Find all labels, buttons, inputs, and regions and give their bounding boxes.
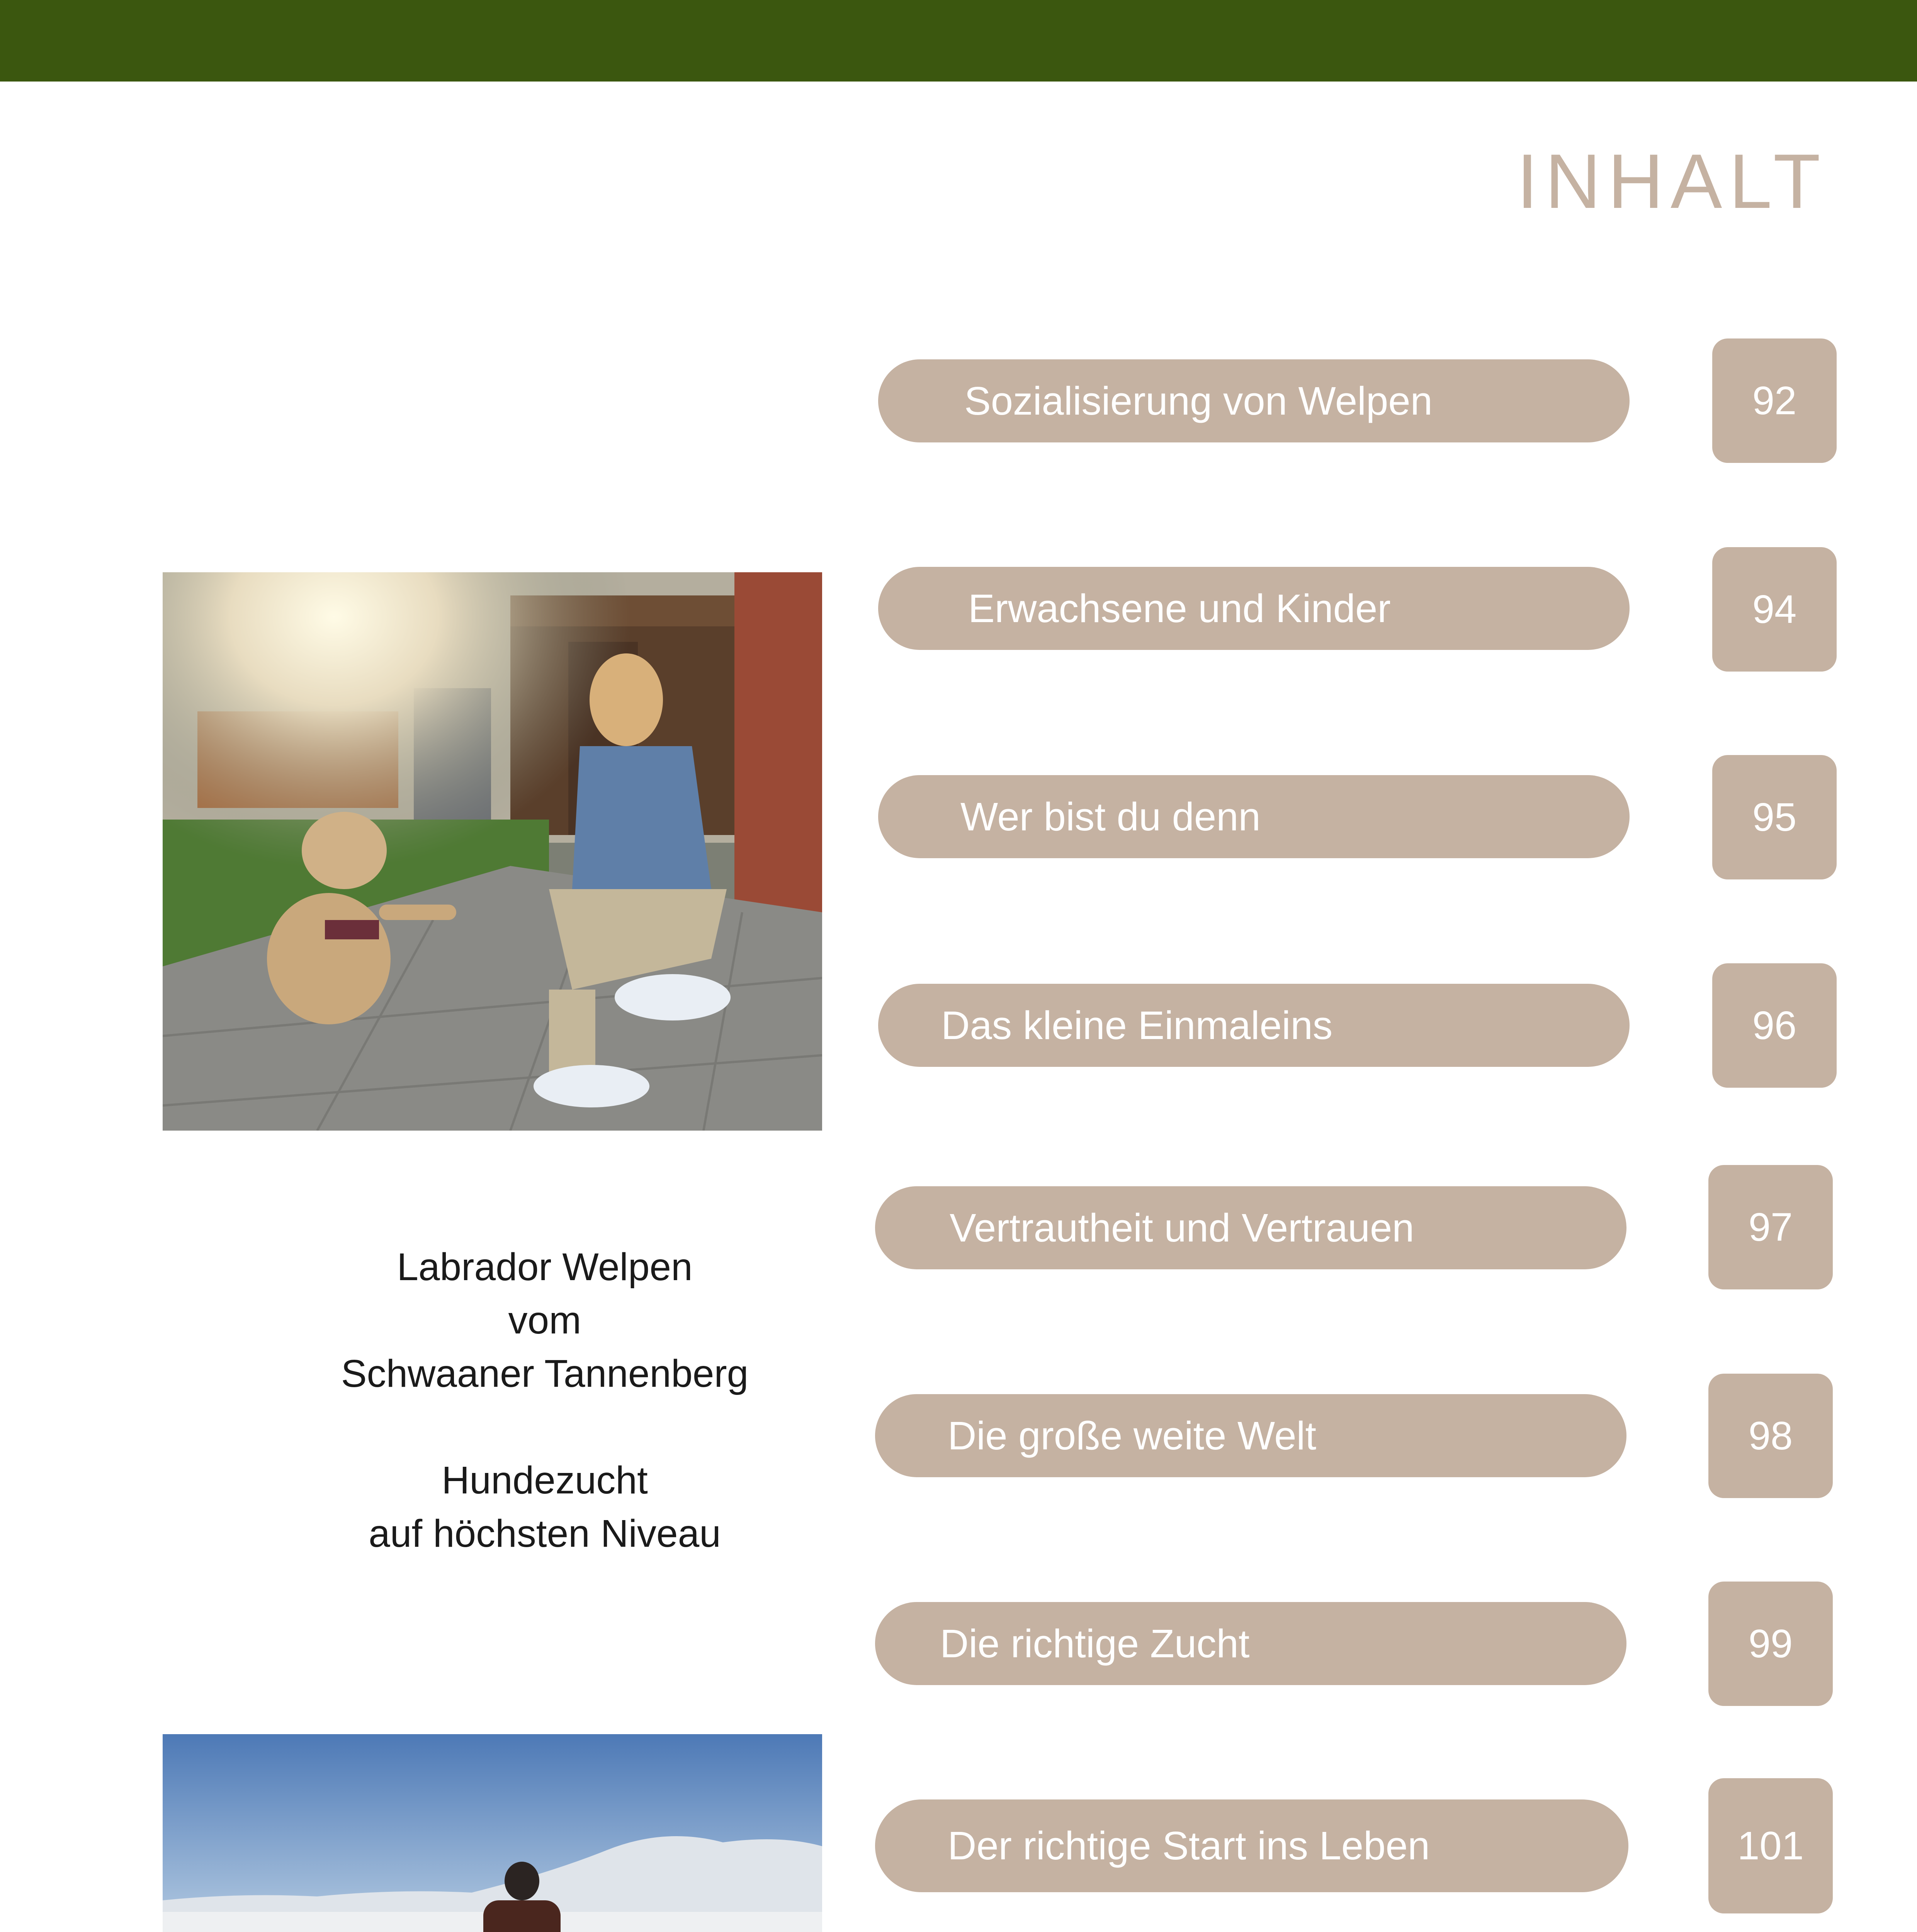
photo-woman-with-puppy [163, 572, 822, 1131]
toc-page-number[interactable]: 95 [1712, 755, 1837, 879]
caption-line: Hundezucht [442, 1459, 648, 1502]
toc-entry[interactable]: Sozialisierung von Welpen [878, 359, 1630, 442]
photo-winter-walk-with-dogs [163, 1734, 822, 1932]
caption-line: vom [508, 1299, 581, 1342]
toc-page-number[interactable]: 101 [1708, 1778, 1833, 1913]
toc-entry[interactable]: Die große weite Welt [875, 1394, 1626, 1477]
toc-entry[interactable]: Vertrautheit und Vertrauen [875, 1186, 1626, 1269]
toc-entry[interactable]: Der richtige Start ins Leben [875, 1799, 1628, 1892]
top-color-bar [0, 0, 1917, 82]
toc-page-number[interactable]: 98 [1708, 1374, 1833, 1498]
toc-page-number[interactable]: 99 [1708, 1582, 1833, 1706]
toc-entry[interactable]: Die richtige Zucht [875, 1602, 1626, 1685]
caption-block [317, 1240, 773, 1560]
toc-page-number[interactable]: 97 [1708, 1165, 1833, 1289]
toc-entry[interactable]: Das kleine Einmaleins [878, 984, 1630, 1067]
toc-page-number[interactable]: 94 [1712, 547, 1837, 672]
toc-page-number[interactable]: 96 [1712, 963, 1837, 1088]
caption-line: Labrador Welpen [397, 1245, 693, 1289]
caption-line: Schwaaner Tannenberg [341, 1352, 749, 1395]
caption-line: auf höchsten Niveau [369, 1512, 721, 1555]
toc-entry[interactable]: Erwachsene und Kinder [878, 567, 1630, 650]
caption-spacer [317, 1400, 773, 1454]
toc-entry[interactable]: Wer bist du denn [878, 775, 1630, 858]
toc-page-number[interactable]: 92 [1712, 338, 1837, 463]
page-title: INHALT [1516, 138, 1827, 224]
